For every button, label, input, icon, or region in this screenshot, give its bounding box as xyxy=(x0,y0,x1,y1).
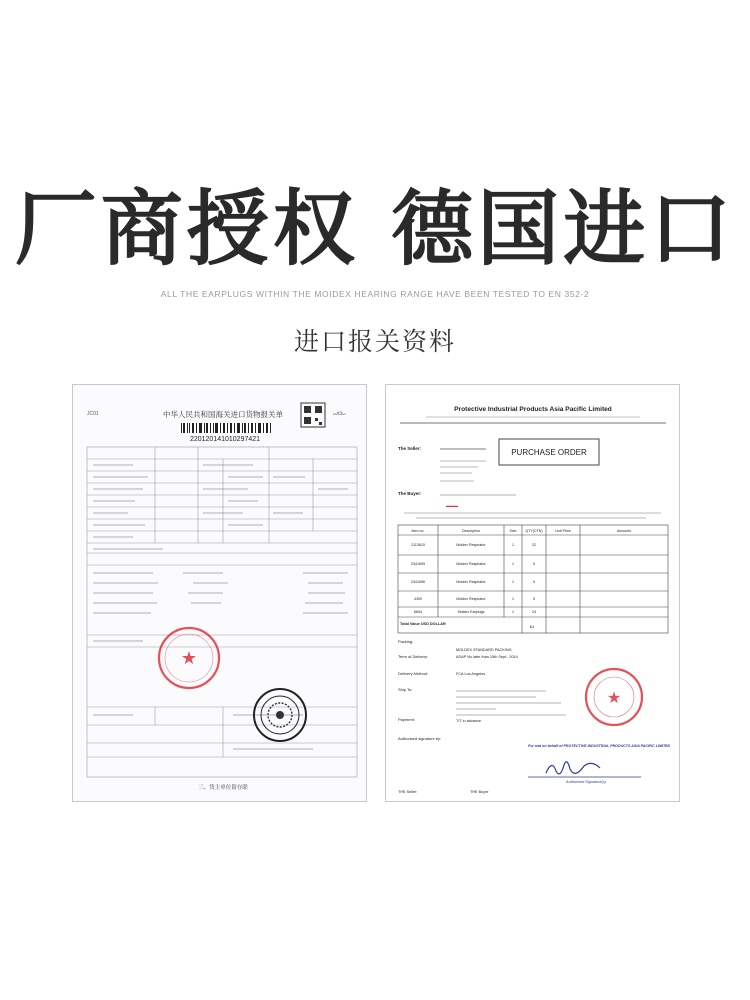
po-title: PURCHASE ORDER xyxy=(511,448,587,457)
purchase-order-scan xyxy=(385,384,680,802)
table-cell: Moldex Respirator xyxy=(456,562,486,566)
table-cell: Moldex Respirator xyxy=(456,580,486,584)
table-cell: 5 xyxy=(533,580,535,584)
signature-caption: For and on behalf of PROTECTIVE INDUSTRIAL PRODUCTS ASIA PACIFIC LIMITED xyxy=(528,744,671,748)
headline: 厂商授权 德国进口 xyxy=(14,182,736,277)
label-payment: Payment: xyxy=(398,717,415,722)
subtitle-cn: 进口报关资料 xyxy=(293,327,456,356)
total-qty: 61 xyxy=(529,624,535,629)
table-cell: Moldex Respirator xyxy=(456,597,486,601)
table-cell: 2341695 xyxy=(411,562,425,566)
barcode-icon xyxy=(181,423,271,433)
table-cell: 1 xyxy=(512,562,514,566)
table-header-cell: Amounts xyxy=(616,529,632,533)
label-delivery: Delivery Method: xyxy=(398,671,429,676)
table-cell: 1 xyxy=(512,610,514,614)
customs-footer: 三、货主单位留存联 xyxy=(198,785,248,791)
barcode-number: 220120141010297421 xyxy=(189,436,261,443)
qr-code-icon xyxy=(301,403,325,427)
svg-text:ᴗᴧᴐᴗ: ᴗᴧᴐᴗ xyxy=(333,411,346,417)
table-cell: 1 xyxy=(512,543,514,547)
label-seller: The Seller: xyxy=(398,446,422,451)
table-header-cell: QTY(CTN) xyxy=(525,529,543,533)
table-cell: Moldex Earplugs xyxy=(457,610,485,614)
label-packing: Packing: xyxy=(398,639,414,644)
table-header-cell: Item no. xyxy=(411,529,425,533)
subtitle-en: ALL THE EARPLUGS WITHIN THE MOIDEX HEARING RANGE HAVE BEEN TESTED TO EN 352-2 xyxy=(160,289,590,299)
signature-label: Authorised Signature(s) xyxy=(566,780,606,784)
svg-text:★: ★ xyxy=(606,690,622,707)
table-cell: 22 xyxy=(532,543,536,547)
table-cell: 2113615 xyxy=(411,543,425,547)
label-the-buyer: THE Buyer xyxy=(470,790,489,794)
table-header-cell: Unit Price xyxy=(555,529,571,533)
label-authorized: Authorised signature by: xyxy=(398,736,442,741)
svg-text:JC01: JC01 xyxy=(87,411,99,417)
table-cell: 1 xyxy=(512,580,514,584)
value-delivery: FCA Los Angeles xyxy=(456,672,486,676)
table-cell: 1 xyxy=(512,597,514,601)
label-buyer: The Buyer: xyxy=(398,491,422,496)
label-terms: Term of Delivery: xyxy=(398,654,429,659)
value-terms: ASAP No later than 15th Sept., 2014 xyxy=(456,655,518,659)
table-cell: 24 xyxy=(532,610,536,614)
table-cell: 2341696 xyxy=(411,580,425,584)
customs-title: 中华人民共和国海关进口货物报关单 xyxy=(163,410,283,419)
value-packing: MOLDEX STANDARD PACKING xyxy=(456,648,512,652)
table-cell: Moldex Respirator xyxy=(456,543,486,547)
table-header-cell: Size xyxy=(509,529,517,533)
table-cell: 6654 xyxy=(414,610,422,614)
customs-declaration-scan xyxy=(72,384,367,802)
value-payment: T/T in advance xyxy=(456,719,482,723)
svg-text:★: ★ xyxy=(180,648,198,668)
table-cell: 5 xyxy=(533,562,535,566)
label-total-value: Total Value USD DOLLAR xyxy=(400,622,446,626)
table-cell: 4300 xyxy=(414,597,422,601)
table-cell: 5 xyxy=(533,597,535,601)
po-company: Protective Industrial Products Asia Pacific Limited xyxy=(454,406,612,413)
label-the-seller: THE Seller: xyxy=(398,790,418,794)
svg-text:▬▬▬: ▬▬▬ xyxy=(446,503,458,508)
table-header-cell: Description xyxy=(462,529,480,533)
label-ship-to: Ship To: xyxy=(398,687,413,692)
